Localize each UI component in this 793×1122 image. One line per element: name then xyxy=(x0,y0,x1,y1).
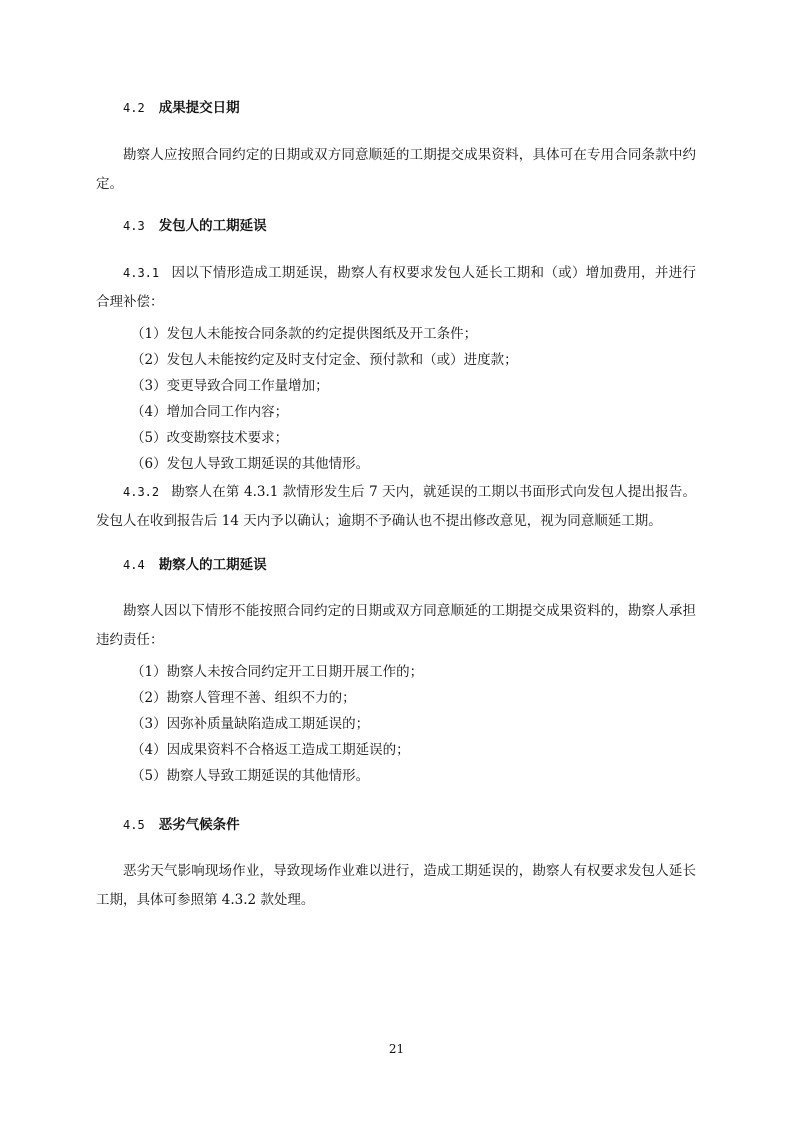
list-item: （4）增加合同工作内容； xyxy=(131,404,289,420)
list-item: （2）勘察人管理不善、组织不力的； xyxy=(131,690,356,706)
section-body-4-5: 恶劣天气影响现场作业，导致现场作业难以进行，造成工期延误的，勘察人有权要求发包人延长工期，具体可参照第 4.3.2 款处理。 xyxy=(96,863,696,908)
section-number: 4.5 xyxy=(123,818,145,832)
section-heading-4-3 xyxy=(123,214,267,234)
section-heading-4-4 xyxy=(123,553,267,573)
list-item: （5）勘察人导致工期延误的其他情形。 xyxy=(131,768,370,784)
clause-text: 勘察人在第 4.3.1 款情形发生后 7 天内，就延误的工期以书面形式向发包人提出报告。发包人在收到报告后 14 天内予以确认；逾期不予确认也不提出修改意见，视为同意顺延工期。 xyxy=(96,484,696,529)
section-title: 成果提交日期 xyxy=(158,100,240,116)
list-item: （3）变更导致合同工作量增加； xyxy=(131,378,329,394)
section-number: 4.4 xyxy=(123,558,145,572)
section-number: 4.2 xyxy=(123,101,145,115)
list-item: （3）因弥补质量缺陷造成工期延误的； xyxy=(131,716,370,732)
section-heading-4-5 xyxy=(123,813,240,833)
section-title: 发包人的工期延误 xyxy=(158,218,267,234)
list-item: （5）改变勘察技术要求； xyxy=(131,430,289,446)
section-number: 4.3 xyxy=(123,219,145,233)
section-body-4-4: 勘察人因以下情形不能按照合同约定的日期或双方同意顺延的工期提交成果资料的，勘察人承担违约责任： xyxy=(96,603,696,648)
list-item: （2）发包人未能按约定及时支付定金、预付款和（或）进度款； xyxy=(131,352,518,368)
section-body-4-2: 勘察人应按照合同约定的日期或双方同意顺延的工期提交成果资料，具体可在专用合同条款中约定。 xyxy=(96,147,696,192)
section-title: 恶劣气候条件 xyxy=(158,817,240,833)
clause-text: 因以下情形造成工期延误，勘察人有权要求发包人延长工期和（或）增加费用，并进行合理补偿： xyxy=(96,265,696,310)
list-item: （1）发包人未能按合同条款的约定提供图纸及开工条件； xyxy=(131,326,478,342)
clause-4-3-2 xyxy=(96,478,696,536)
list-item: （6）发包人导致工期延误的其他情形。 xyxy=(131,456,370,472)
section-title: 勘察人的工期延误 xyxy=(158,557,267,573)
list-item: （1）勘察人未按合同约定开工日期开展工作的； xyxy=(131,664,424,680)
section-heading-4-2 xyxy=(123,96,240,116)
clause-number: 4.3.2 xyxy=(123,485,160,499)
clause-number: 4.3.1 xyxy=(123,266,160,280)
list-item: （4）因成果资料不合格返工造成工期延误的； xyxy=(131,742,410,758)
page-number: 21 xyxy=(388,1042,405,1056)
clause-4-3-1 xyxy=(96,259,696,317)
